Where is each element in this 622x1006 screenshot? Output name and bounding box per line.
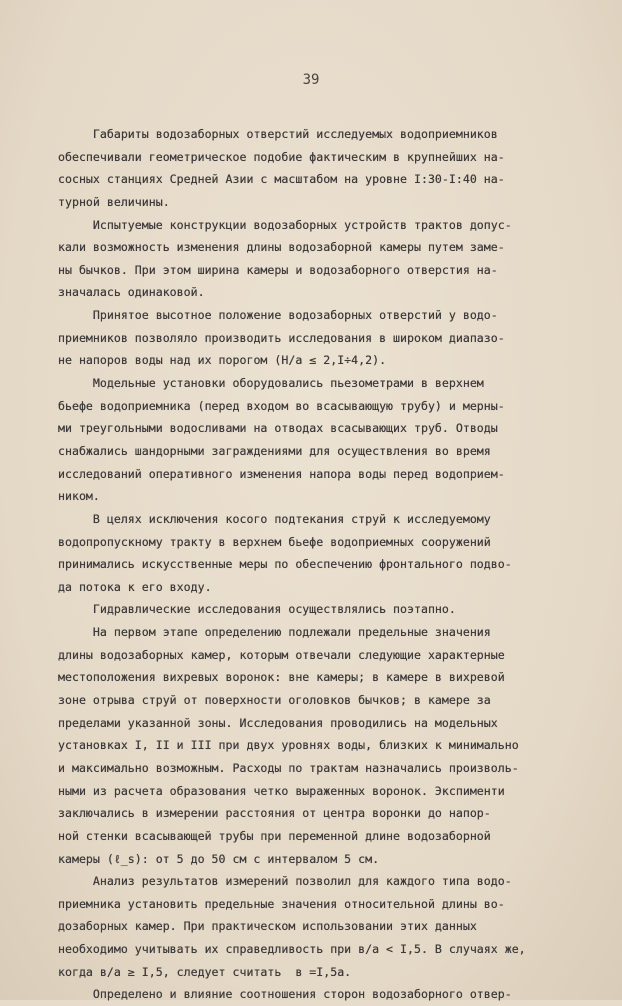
text-line: бьефе водоприемника (перед входом во всасывающую трубу) и мерны- xyxy=(58,398,505,413)
text-line: приемника установить предельные значения относительной длины во- xyxy=(58,896,505,911)
text-line: приемников позволяло производить исследования в широком диапазо- xyxy=(58,330,505,345)
text-line: длины водозаборных камер, которым отвечали следующие характерные xyxy=(58,647,505,662)
text-line: кали возможность изменения длины водозаборной камеры путем заме- xyxy=(58,240,505,255)
text-line: установках I, II и III при двух уровнях воды, близких к минимально xyxy=(58,738,519,753)
text-line: дозаборных камер. При практическом использовании этих данных xyxy=(58,919,477,934)
text-line: ными из расчета образования четко выраженных воронок. Экспименти xyxy=(58,783,505,798)
text-line: обеспечивали геометрическое подобие фактическим в крупнейших на- xyxy=(58,149,505,164)
text-line: значалась одинаковой. xyxy=(58,285,205,300)
text-line: ной стенки всасывающей трубы при переменной длине водозаборной xyxy=(58,828,491,843)
text-line: Габариты водозаборных отверстий исследуемых водоприемников xyxy=(58,127,498,141)
text-line: снабжались шандорными заграждениями для осуществления во время xyxy=(58,443,491,458)
text-line: да потока к его входу. xyxy=(58,579,212,594)
text-line: Определено и влияние соотношения сторон водозаборного отвер- xyxy=(58,987,512,1002)
text-line: необходимо учитывать их справедливость при в/а < I,5. В случаях же, xyxy=(58,942,526,957)
text-line: принимались искусственные меры по обеспечению фронтального подво- xyxy=(58,557,512,572)
text-line: водопропускному тракту в верхнем бьефе водоприемных сооружений xyxy=(58,534,491,549)
text-line: заключались в измерении расстояния от центра воронки до напор- xyxy=(58,806,491,821)
text-line: Анализ результатов измерений позволил для каждого типа водо- xyxy=(58,874,512,889)
text-line: Модельные установки оборудовались пьезометрами в верхнем xyxy=(58,376,484,391)
text-line: зоне отрыва струй от поверхности оголовков бычков; в камере за xyxy=(58,693,491,708)
body-text xyxy=(58,123,618,1006)
text-line: ны бычков. При этом ширина камеры и водозаборного отверстия на- xyxy=(58,262,498,277)
text-line: Испытуемые конструкции водозаборных устройств трактов допус- xyxy=(58,217,512,232)
text-line: сосных станциях Средней Азии с масштабом на уровне I:30-I:40 на- xyxy=(58,172,505,187)
text-line: Принятое высотное положение водозаборных отверстий у водо- xyxy=(58,308,498,323)
text-line: исследований оперативного изменения напора воды перед водоприем- xyxy=(58,466,505,481)
text-line: ми треугольными водосливами на отводах всасывающих труб. Отводы xyxy=(58,421,498,436)
page-number: 39 xyxy=(302,72,320,88)
text-line: не напоров воды над их порогом (H/a ≤ 2,I÷4,2). xyxy=(58,353,387,368)
text-line: На первом этапе определению подлежали предельные значения xyxy=(58,625,491,640)
text-line: В целях исключения косого подтекания струй к исследуемому xyxy=(58,511,491,526)
text-line: местоположения вихревых воронок: вне камеры; в камере в вихревой xyxy=(58,670,505,685)
text-line: камеры (ℓ_s): от 5 до 50 см с интервалом 5 см. xyxy=(58,851,380,866)
text-line: турной величины. xyxy=(58,194,170,209)
text-line: пределами указанной зоны. Исследования проводились на модельных xyxy=(58,715,498,730)
text-line: ником. xyxy=(58,489,100,504)
text-line: Гидравлические исследования осуществлялись поэтапно. xyxy=(58,602,456,617)
text-line: когда в/а ≥ I,5, следует считать в =I,5а. xyxy=(58,964,352,979)
text-line: и максимально возможным. Расходы по трактам назначались произволь- xyxy=(58,760,519,775)
